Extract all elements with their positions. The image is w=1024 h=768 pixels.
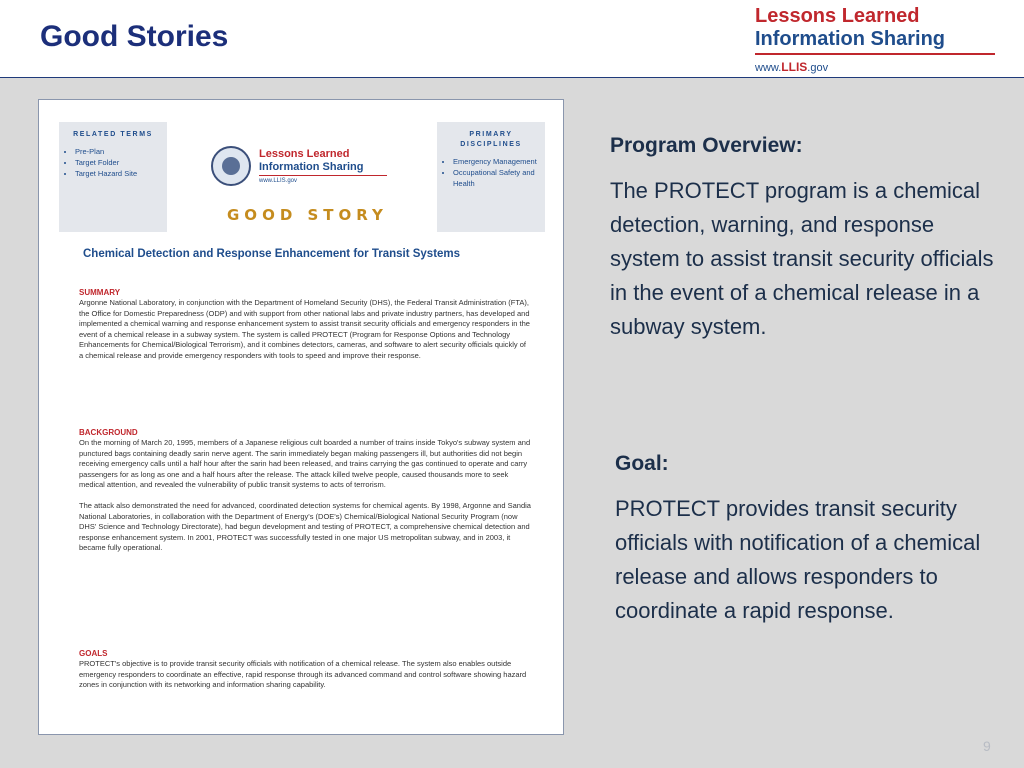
logo-url-suffix: .gov: [807, 62, 829, 74]
related-terms-heading: RELATED TERMS: [73, 131, 153, 138]
logo-url-main: LLIS: [781, 60, 808, 74]
llis-logo: [755, 5, 1005, 74]
logo-line-2: Information Sharing: [755, 28, 945, 50]
background-heading: BACKGROUND: [79, 428, 138, 437]
goals-section: [79, 649, 531, 691]
related-term-item: • Target Folder: [75, 157, 161, 168]
background-section: [79, 428, 531, 554]
goals-heading: GOALS: [79, 649, 108, 658]
background-text-1: On the morning of March 20, 1995, members of a Japanese religious cult boarded a number of trains inside Tokyo's subway system and punctured bags containing deadly sarin nerve agent. The sarin immediately began making passengers ill, but authorities did not begin receiving emergency calls until a half hour after the sarin had been released, and trains carrying the gas continued to operate and carry passengers for as long as one and a half hours after the release. The attack killed twelve people, caused thousands more to seek medical attention, and revealed the vulnerability of public transit systems to acts of terrorism.: [79, 438, 531, 490]
background-text-2: The attack also demonstrated the need for advanced, coordinated detection systems for chemical agents. By 1998, Argonne and Sandia National Laboratories, in collaboration with the Department of Energy's (DOE's) Chemical/Biological National Security Program (now DHS' Science and Technology Directorate), had begun development and testing of PROTECT, a comprehensive chemical detection and response enhancement system. In 2001, PROTECT was successfully tested in one major US metropolitan subway, and in 2003, it became fully operational.: [79, 500, 531, 553]
primary-disciplines-box: [437, 122, 545, 232]
related-terms-box: [59, 122, 167, 232]
logo-url: [755, 60, 1005, 74]
page-number: 9: [983, 738, 991, 754]
related-term-item: • Target Hazard Site: [75, 168, 161, 179]
document-logo-underline: [259, 175, 387, 176]
program-overview-heading: Program Overview:: [610, 134, 803, 157]
document-logo-line-2: Information Sharing: [259, 161, 364, 173]
goals-text: PROTECT's objective is to provide transit security officials with notification of a chemical release. The system also enables outside emergency responders to coordinate an effective, rapid response through its advanced command and control software showing hazard zones in conjunction with its networking and information sharing capability.: [79, 659, 527, 690]
good-story-document-image: [38, 99, 564, 735]
slide-header: [0, 0, 1024, 78]
document-title: Chemical Detection and Response Enhancement for Transit Systems: [83, 248, 461, 260]
discipline-item: • Emergency Management: [453, 156, 539, 167]
goal-text: PROTECT provides transit security officials with notification of a chemical release and allows responders to coordinate a rapid response.: [615, 496, 981, 623]
goal-block: [615, 452, 1005, 628]
program-overview-block: [610, 134, 1000, 344]
primary-disciplines-list: [443, 156, 539, 189]
logo-underline: [755, 53, 995, 55]
goal-heading: Goal:: [615, 452, 669, 475]
primary-disciplines-heading: PRIMARY DISCIPLINES: [460, 131, 522, 148]
good-story-banner: GOOD STORY: [227, 206, 388, 224]
summary-heading: SUMMARY: [79, 288, 121, 297]
document-logo-line-1: Lessons Learned: [259, 148, 350, 160]
logo-url-prefix: www.: [755, 62, 782, 74]
slide-title: Good Stories: [40, 20, 229, 53]
related-terms-list: [65, 146, 161, 179]
related-term-item: • Pre-Plan: [75, 146, 161, 157]
discipline-item: • Occupational Safety and Health: [453, 167, 539, 189]
dhs-seal-icon: [211, 146, 251, 186]
summary-section: [79, 288, 531, 362]
program-overview-text: The PROTECT program is a chemical detection, warning, and response system to assist transit security officials in the event of a chemical release in a subway system.: [610, 178, 994, 339]
document-logo-url: www.LLIS.gov: [259, 178, 298, 184]
summary-text: Argonne National Laboratory, in conjunction with the Department of Homeland Security (DHS), the Federal Transit Administration (FTA), the Office for Domestic Preparedness (ODP) and with support from other national labs and private industry partners, has developed and implemented a chemical warning and response enhancement system to assist transit security officials and emergency responders in the event of a chemical release in a subway system. The system is called PROTECT (Program for Response Options and Technology Enhancements for Chemical/Biological Terrorism), and it combines detectors, cameras, and software to alert security officials quickly of a chemical release and provide emergency responders with tools to speed and improve their response.: [79, 298, 530, 360]
document-logo: [259, 148, 387, 184]
logo-line-1: Lessons Learned: [755, 5, 920, 27]
